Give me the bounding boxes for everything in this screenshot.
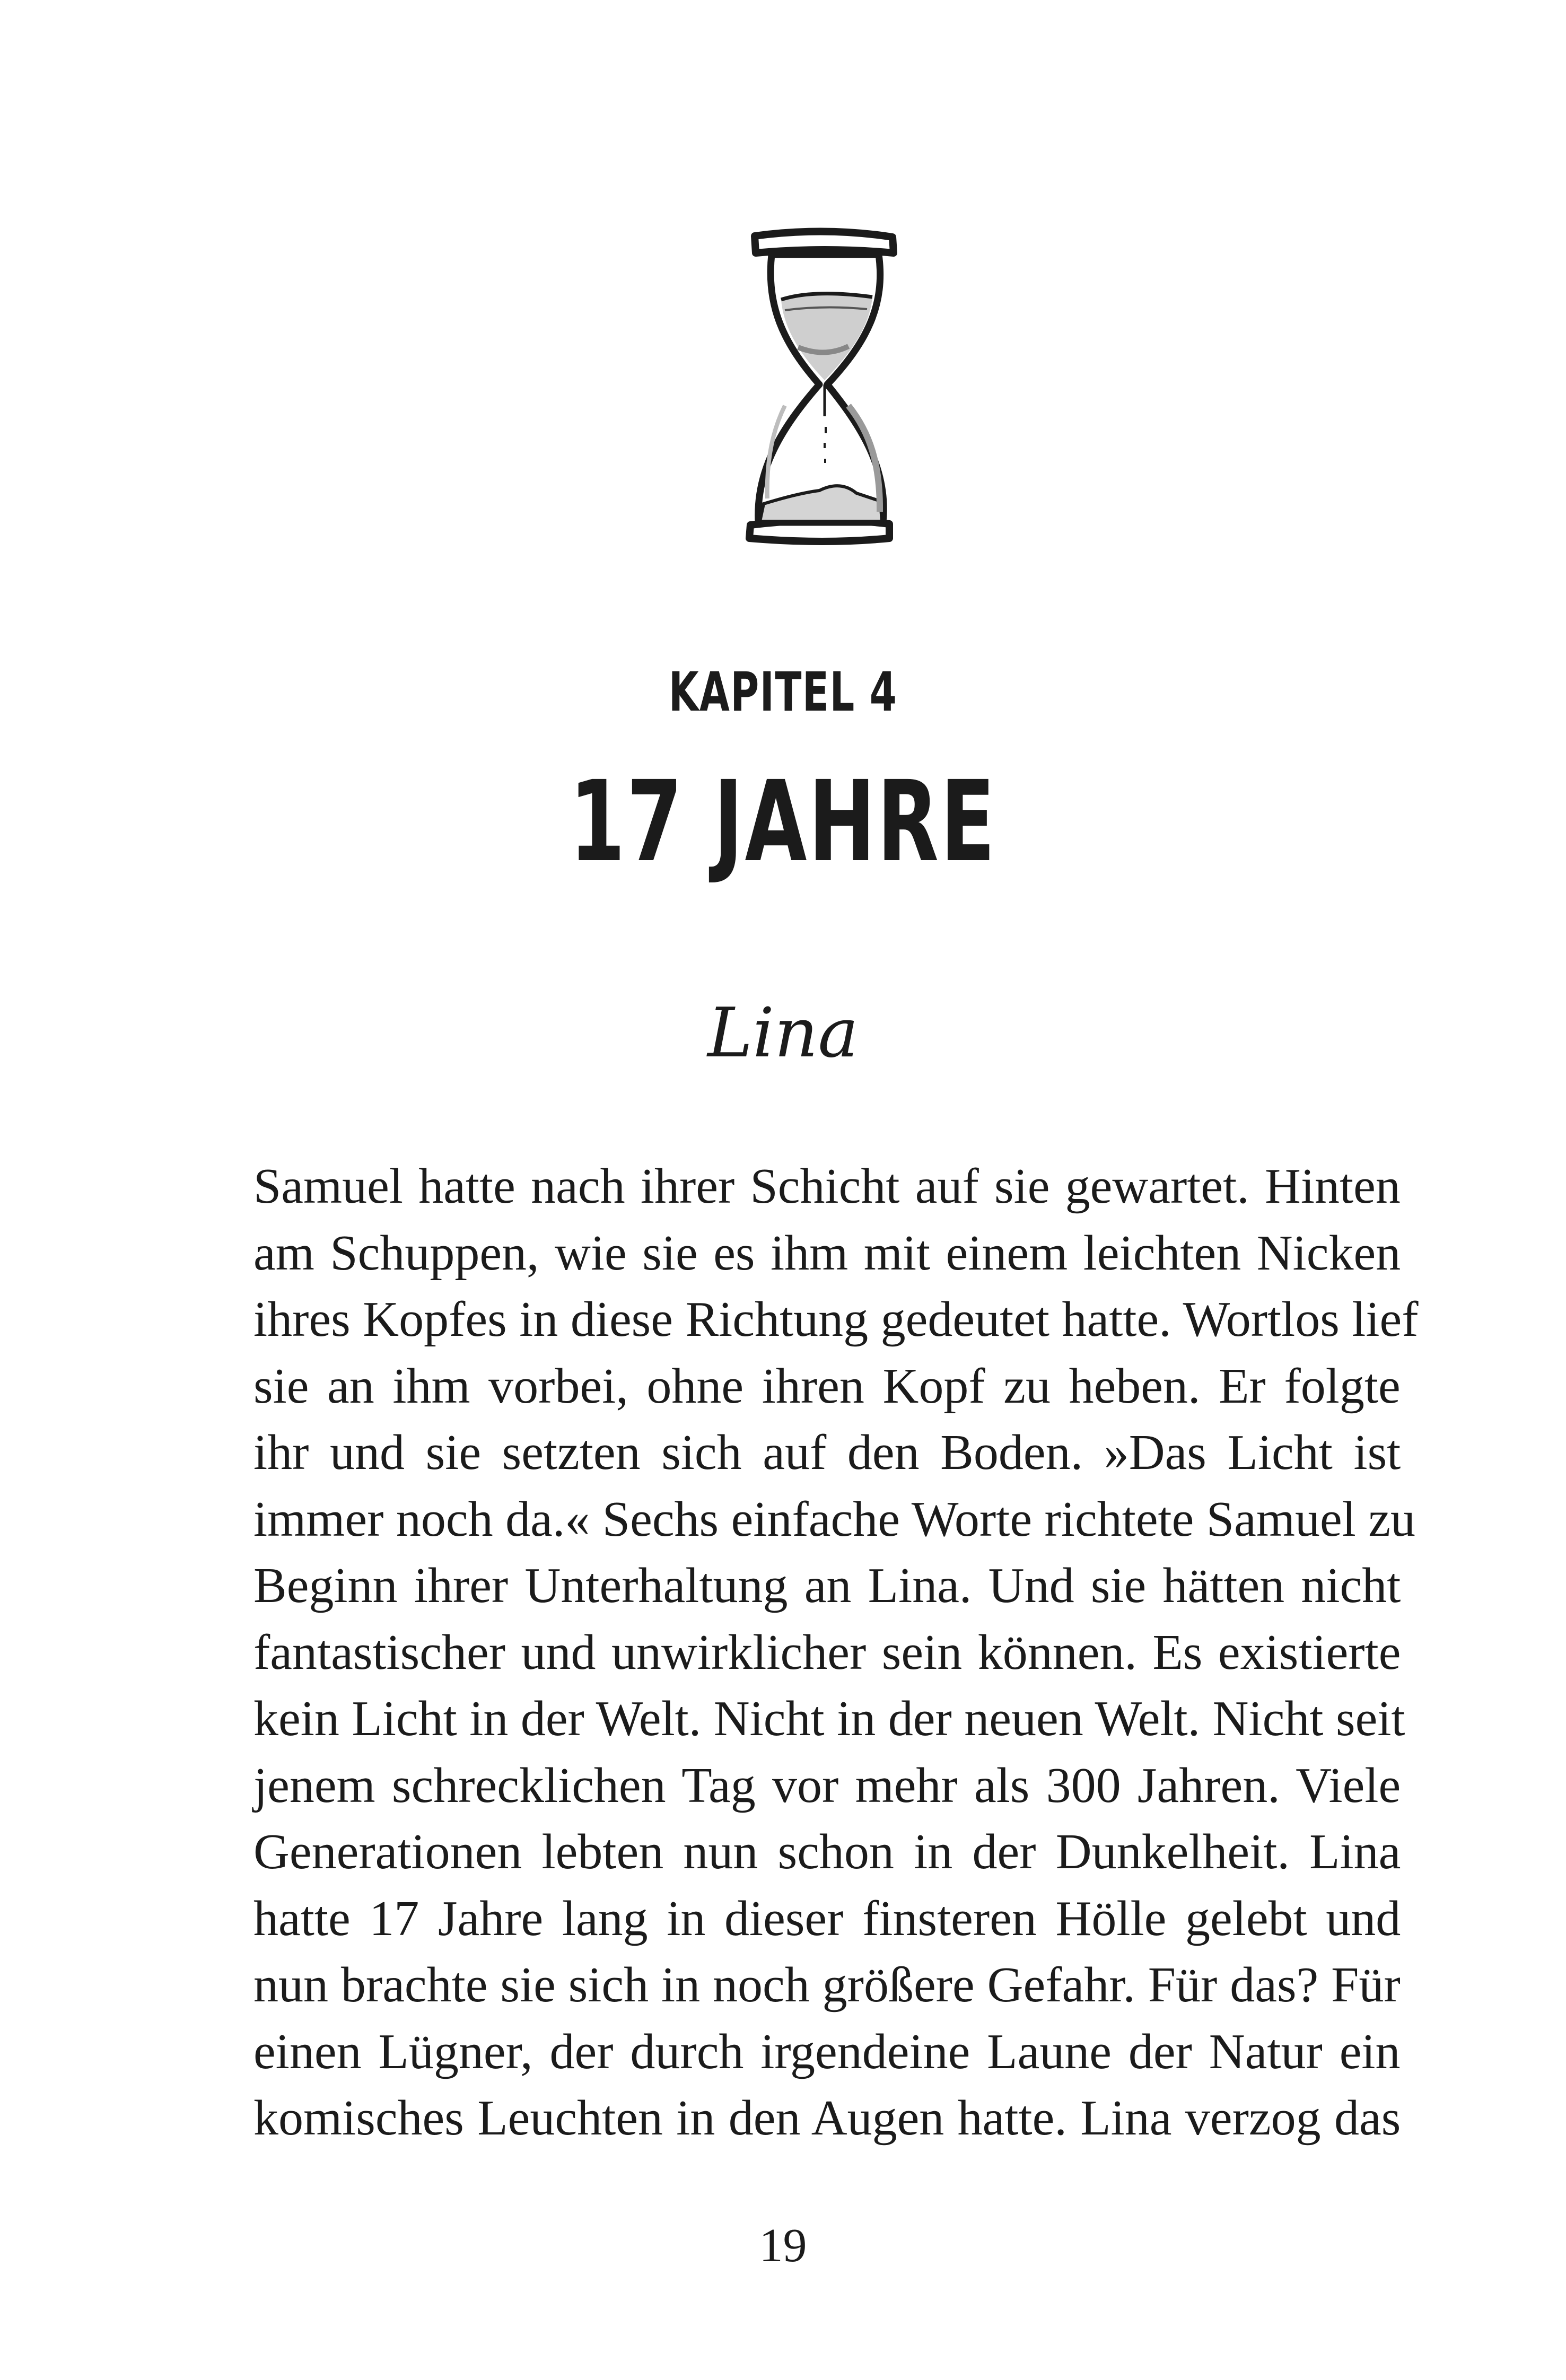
text-line: kein Licht in der Welt. Nicht in der neuen Welt. Nicht seit xyxy=(253,1691,1405,1746)
text-line: nun brachte sie sich in noch größere Gefahr. Für das? Für xyxy=(253,1957,1401,2012)
text-line: hatte 17 Jahre lang in dieser finsteren Hölle gelebt und xyxy=(253,1891,1401,1946)
text-line: ihr und sie setzten sich auf den Boden. »Das Licht ist xyxy=(253,1425,1401,1480)
section-character-name: Lina xyxy=(707,994,859,1073)
text-line: Generationen lebten nun schon in der Dunkelheit. Lina xyxy=(253,1824,1401,1879)
text-line: immer noch da.« Sechs einfache Worte richtete Samuel zu xyxy=(253,1491,1416,1547)
chapter-label: KAPITEL 4 xyxy=(668,661,898,724)
chapter-title: 17 JAHRE xyxy=(569,757,997,887)
body-paragraph xyxy=(253,1153,1419,2152)
hourglass-icon xyxy=(734,225,915,546)
text-line: sie an ihm vorbei, ohne ihren Kopf zu heben. Er folgte xyxy=(253,1358,1401,1414)
page-number: 19 xyxy=(759,2219,807,2272)
text-line: komisches Leuchten in den Augen hatte. Lina verzog das xyxy=(253,2090,1401,2146)
text-line: jenem schrecklichen Tag vor mehr als 300 Jahren. Viele xyxy=(253,1757,1401,1813)
text-line: ihres Kopfes in diese Richtung gedeutet hatte. Wortlos lief xyxy=(253,1292,1419,1347)
text-line: Beginn ihrer Unterhaltung an Lina. Und sie hätten nicht xyxy=(253,1558,1401,1613)
text-line: Samuel hatte nach ihrer Schicht auf sie gewartet. Hinten xyxy=(253,1159,1401,1214)
text-line: fantastischer und unwirklicher sein können. Es existierte xyxy=(253,1624,1401,1680)
text-line: am Schuppen, wie sie es ihm mit einem leichten Nicken xyxy=(253,1225,1401,1281)
text-line: einen Lügner, der durch irgendeine Laune der Natur ein xyxy=(253,2024,1401,2079)
